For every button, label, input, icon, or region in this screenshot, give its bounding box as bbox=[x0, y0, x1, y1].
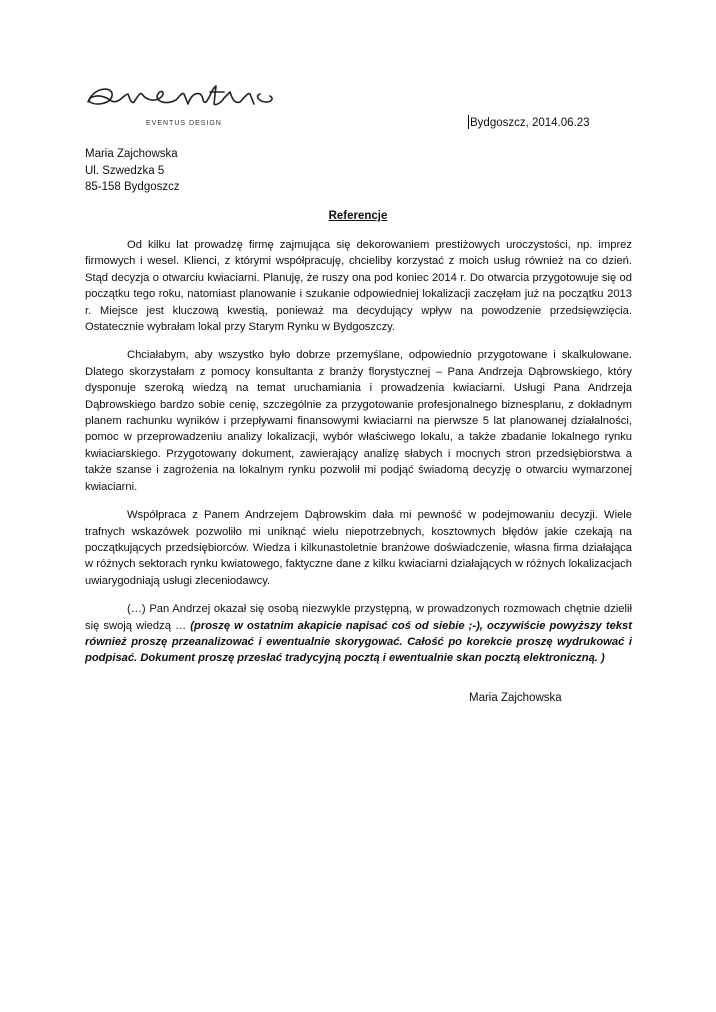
letter-body bbox=[85, 237, 632, 679]
paragraph-4-plain: (…) Pan Andrzej okazał się osobą niezwykle przystępną, w prowadzonych rozmowach chętnie dzielił się swoją wiedzą … bbox=[85, 603, 632, 632]
paragraph-1: Od kilku lat prowadzę firmę zajmująca się dekorowaniem prestiżowych uroczystości, np. imprez firmowych i wesel. Klienci, z którymi współpracuję, chcieliby korzystać z moich usług również na co dzień. Stąd decyzja o otwarciu kwiaciarni. Planuję, że ruszy ona pod koniec 2014 r. Do otwarcia przygotowuje się od początku tego roku, natomiast planowanie i szukanie odpowiedniej lokalizacji zaczęłam już na początku 2013 r. Miejsce jest kluczową kwestią, ponieważ ma decydujący wpływ na powodzenie przedsięwzięcia. Ostatecznie wybrałam lokal przy Starym Rynku w Bydgoszczy. bbox=[85, 239, 632, 334]
address-street: Ul. Szwedzka 5 bbox=[85, 164, 165, 177]
logo-script-mark bbox=[84, 80, 276, 116]
document-title: Referencje bbox=[328, 210, 388, 222]
address-city: 85-158 Bydgoszcz bbox=[85, 181, 180, 193]
paragraph-4 bbox=[85, 601, 632, 667]
signature: Maria Zajchowska bbox=[469, 692, 562, 704]
logo-subtitle: EVENTUS DESIGN bbox=[146, 120, 222, 127]
address-name: Maria Zajchowska bbox=[85, 148, 178, 160]
text-cursor bbox=[468, 115, 469, 129]
date-line bbox=[468, 115, 590, 129]
paragraph-3: Współpraca z Panem Andrzejem Dąbrowskim dała mi pewność w podejmowaniu decyzji. Wiele trafnych wskazówek pozwoliło mi uniknąć wielu niepotrzebnych, kosztownych błędów jakie czekają na początkujących przedsiębiorców. Wiedza i kilkunastoletnie branżowe doświadczenie, własna firma działająca w różnych sektorach rynku kwiatowego, faktyczne dane z kilku kwiaciarni działających w różnych lokalizacjach uwiarygodniają usługi zleceniodawcy. bbox=[85, 509, 632, 587]
company-logo bbox=[84, 80, 276, 130]
paragraph-4-emphasis: (proszę w ostatnim akapicie napisać coś od siebie ;-), oczywiście powyższy tekst również proszę przeanalizować i ewentualnie skorygować. Całość po korekcie proszę wydrukować i podpisać. Dokument proszę przesłać tradycyjną pocztą i ewentualnie skan pocztą elektroniczną. ) bbox=[85, 619, 632, 665]
date-text: Bydgoszcz, 2014.06.23 bbox=[470, 117, 590, 129]
address-block bbox=[85, 146, 180, 196]
paragraph-2: Chciałabym, aby wszystko było dobrze przemyślane, odpowiednio przygotowane i skalkulowane. Dlatego skorzystałam z pomocy konsultanta z branży florystycznej – Pana Andrzeja Dąbrowskiego, który dysponuje szeroką wiedzą na temat uruchamiania i prowadzenia kwiaciarni. Usługi Pana Andrzeja Dąbrowskiego bardzo sobie cenię, szczególnie za przygotowanie profesjonalnego biznesplanu, z dokładnym planem rachunku wyników i przepływami finansowymi kwiaciarni na pierwsze 5 lat planowanej działalności, pomoc w przeprowadzeniu analizy lokalizacji, wybór właściwego lokalu, a także zbadanie lokalnego rynku kwiaciarskiego. Przygotowany dokument, zawierający analizę słabych i mocnych stron przedsiębiorstwa a także szanse i zagrożenia na lokalnym rynku pozwolił mi podjąć świadomą decyzję o otwarciu wymarzonej kwiaciarni. bbox=[85, 349, 632, 493]
